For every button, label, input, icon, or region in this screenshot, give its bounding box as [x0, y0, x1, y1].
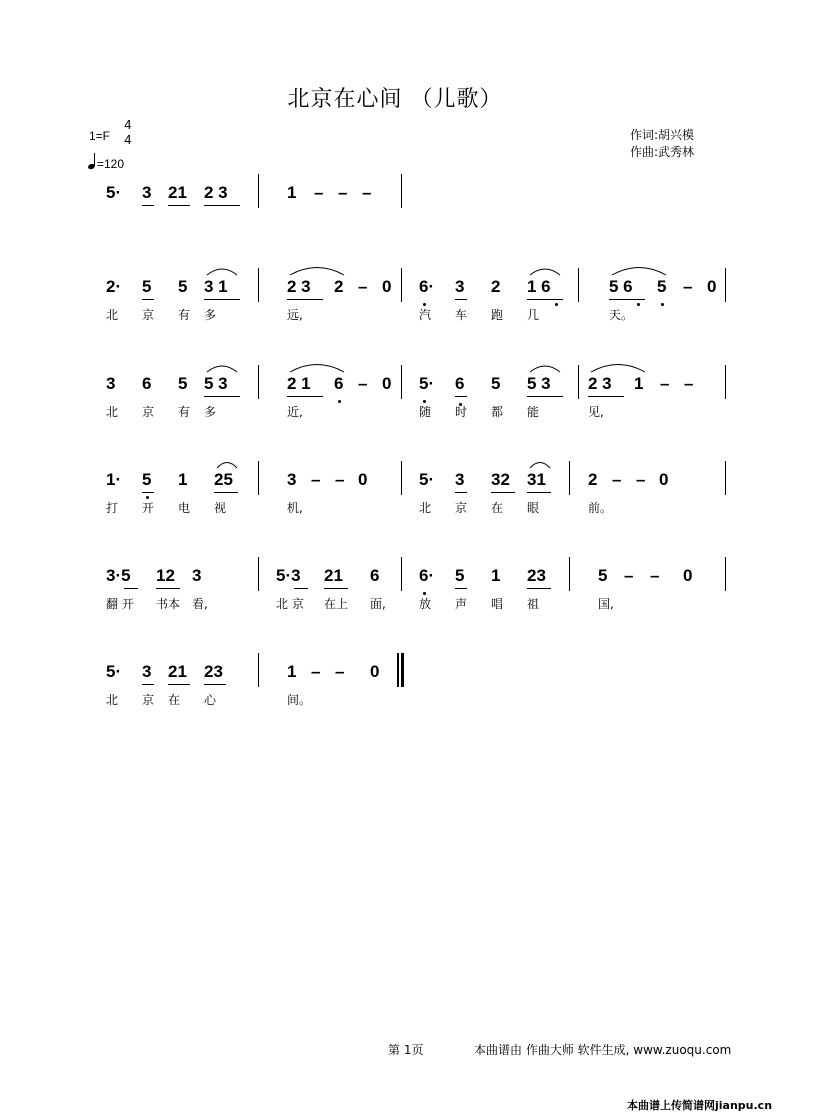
- note: –: [311, 470, 321, 489]
- note: 12: [156, 566, 175, 585]
- underline: [204, 299, 240, 300]
- bar-line: [725, 365, 726, 399]
- note: 1: [634, 374, 644, 393]
- note: 1 6: [527, 277, 551, 296]
- underline: [142, 492, 154, 493]
- note: 5: [178, 374, 188, 393]
- note: 6·: [419, 566, 435, 585]
- note: –: [338, 183, 348, 202]
- time-signature: [122, 118, 134, 148]
- slur: [206, 363, 238, 373]
- underline: [142, 299, 154, 300]
- lyric: 时: [455, 405, 468, 419]
- lyric: 都: [491, 405, 504, 419]
- underline: [588, 396, 624, 397]
- underline: [156, 588, 180, 589]
- underline: [287, 396, 323, 397]
- note: 3: [192, 566, 202, 585]
- lyric: 多: [204, 405, 217, 419]
- low-octave-dot: [423, 303, 426, 306]
- slur: [289, 361, 345, 373]
- note: 5: [455, 566, 465, 585]
- lyric: 翻 开: [106, 597, 134, 611]
- song-title: 北京在心间 （儿歌）: [287, 87, 503, 112]
- underline: [527, 396, 563, 397]
- note: 21: [168, 662, 187, 681]
- staff-system-1: [0, 184, 819, 244]
- note: 5 3: [204, 374, 228, 393]
- lyric: 北: [106, 308, 119, 322]
- bar-line: [725, 557, 726, 591]
- note: 6: [142, 374, 152, 393]
- note: 5: [178, 277, 188, 296]
- note: –: [335, 662, 345, 681]
- note: 23: [204, 662, 223, 681]
- underline: [455, 299, 467, 300]
- lyric: 眼: [527, 501, 540, 515]
- note: 3: [287, 470, 297, 489]
- bar-line: [258, 653, 259, 687]
- lyric: 跑: [491, 308, 504, 322]
- lyric: 见,: [588, 405, 604, 419]
- note: –: [636, 470, 646, 489]
- note: 1: [287, 183, 297, 202]
- tempo-value: =120: [97, 157, 125, 171]
- note: 0: [358, 470, 368, 489]
- underline: [527, 299, 563, 300]
- staff-system-6: [0, 663, 819, 723]
- low-octave-dot: [555, 303, 558, 306]
- slur: [529, 266, 561, 276]
- underline: [455, 588, 467, 589]
- lyric: 在: [168, 693, 181, 707]
- note: 5: [491, 374, 501, 393]
- slur: [289, 264, 345, 276]
- note: 0: [370, 662, 380, 681]
- note: 5·: [106, 183, 122, 202]
- bar-line: [725, 461, 726, 495]
- lyric: 间。: [287, 693, 312, 707]
- bar-line: [401, 461, 402, 495]
- slur: [206, 266, 238, 276]
- staff-system-2: [0, 278, 819, 338]
- underline: [142, 205, 154, 206]
- underline: [142, 684, 154, 685]
- note: 2: [588, 470, 598, 489]
- lyric: 多: [204, 308, 217, 322]
- lyric: 电: [178, 501, 191, 515]
- underline: [527, 588, 551, 589]
- underline: [214, 492, 238, 493]
- time-signature-bottom: 4: [124, 133, 132, 147]
- bar-line: [569, 461, 570, 495]
- lyric: 京: [142, 308, 155, 322]
- underline: [527, 492, 551, 493]
- lyric: 在上: [324, 597, 349, 611]
- lyric: 开: [142, 501, 155, 515]
- note: 1: [178, 470, 188, 489]
- note: 1: [491, 566, 501, 585]
- bar-line: [258, 461, 259, 495]
- lyric: 祖: [527, 597, 540, 611]
- lyric: 心: [204, 693, 217, 707]
- watermark: 本曲谱上传简谱网jianpu.cn: [627, 1099, 773, 1112]
- note: 3: [455, 470, 465, 489]
- underline: [609, 299, 645, 300]
- slur: [529, 460, 551, 469]
- note: –: [314, 183, 324, 202]
- lyricist: 作词:胡兴模: [630, 128, 695, 142]
- note: 32: [491, 470, 510, 489]
- final-bar-line: [397, 653, 399, 687]
- note: 2·: [106, 277, 122, 296]
- lyric: 京: [142, 405, 155, 419]
- lyric: 唱: [491, 597, 504, 611]
- note: 5·: [106, 662, 122, 681]
- lyric: 北: [419, 501, 432, 515]
- note: 3 1: [204, 277, 228, 296]
- note: –: [358, 374, 368, 393]
- bar-line: [401, 174, 402, 208]
- note: –: [612, 470, 622, 489]
- underline: [294, 588, 308, 589]
- note: –: [660, 374, 670, 393]
- note: 0: [707, 277, 717, 296]
- slur: [216, 460, 238, 469]
- credits: [630, 127, 694, 161]
- note: 5 3: [527, 374, 551, 393]
- note-stem-icon: [94, 153, 95, 166]
- note: 2: [334, 277, 344, 296]
- lyric: 在: [491, 501, 504, 515]
- note: 2: [491, 277, 501, 296]
- lyric: 视: [214, 501, 227, 515]
- note: 3: [455, 277, 465, 296]
- lyric: 机,: [287, 501, 303, 515]
- note: 6: [455, 374, 465, 393]
- note: –: [650, 566, 660, 585]
- note: –: [684, 374, 694, 393]
- note: 3·5: [106, 566, 131, 585]
- note: 25: [214, 470, 233, 489]
- lyric: 有: [178, 308, 191, 322]
- underline: [455, 492, 467, 493]
- low-octave-dot: [338, 400, 341, 403]
- note: –: [311, 662, 321, 681]
- note: –: [362, 183, 372, 202]
- time-signature-top: 4: [124, 118, 132, 132]
- bar-line: [578, 268, 579, 302]
- note: 2 1: [287, 374, 311, 393]
- lyric: 天。: [609, 308, 634, 322]
- key-signature: 1=F: [89, 129, 111, 143]
- lyric: 北 京: [276, 597, 304, 611]
- staff-system-3: [0, 375, 819, 435]
- note: 2 3: [588, 374, 612, 393]
- bar-line: [258, 268, 259, 302]
- note: 5: [142, 277, 152, 296]
- tempo-marking: [88, 155, 124, 171]
- lyric: 打: [106, 501, 119, 515]
- underline: [204, 684, 226, 685]
- staff-system-4: [0, 471, 819, 531]
- low-octave-dot: [146, 496, 149, 499]
- lyric: 面,: [370, 597, 386, 611]
- low-octave-dot: [661, 303, 664, 306]
- lyric: 远,: [287, 308, 303, 322]
- note: 6: [334, 374, 344, 393]
- note: 5·: [419, 374, 435, 393]
- bar-line: [401, 365, 402, 399]
- slur: [529, 363, 561, 373]
- note: 6: [370, 566, 380, 585]
- note: 6·: [419, 277, 435, 296]
- note: 0: [382, 374, 392, 393]
- bar-line: [258, 557, 259, 591]
- note: 3: [106, 374, 116, 393]
- note: 23: [527, 566, 546, 585]
- note: 5 6: [609, 277, 633, 296]
- note: –: [683, 277, 693, 296]
- lyric: 国,: [598, 597, 614, 611]
- low-octave-dot: [423, 400, 426, 403]
- underline: [204, 205, 240, 206]
- page-number: 第 1页: [388, 1043, 424, 1057]
- note: 3: [142, 662, 152, 681]
- note: 2 3: [287, 277, 311, 296]
- low-octave-dot: [637, 303, 640, 306]
- composer: 作曲:武秀林: [630, 145, 695, 159]
- note: 31: [527, 470, 546, 489]
- note: 0: [382, 277, 392, 296]
- lyric: 看,: [192, 597, 208, 611]
- note: 5·: [419, 470, 435, 489]
- bar-line: [578, 365, 579, 399]
- bar-line: [258, 365, 259, 399]
- bar-line: [401, 557, 402, 591]
- bar-line: [258, 174, 259, 208]
- note: 5: [142, 470, 152, 489]
- lyric: 近,: [287, 405, 303, 419]
- lyric: 京: [142, 693, 155, 707]
- underline: [168, 205, 190, 206]
- underline: [124, 588, 138, 589]
- note: 21: [324, 566, 343, 585]
- underline: [491, 492, 515, 493]
- underline: [204, 396, 240, 397]
- slur: [590, 361, 646, 373]
- lyric: 北: [106, 405, 119, 419]
- low-octave-dot: [423, 592, 426, 595]
- note: 2 3: [204, 183, 228, 202]
- note: 5: [657, 277, 667, 296]
- lyric: 车: [455, 308, 468, 322]
- lyric: 几: [527, 308, 540, 322]
- note: 5·3: [276, 566, 301, 585]
- lyric: 书本: [156, 597, 181, 611]
- underline: [168, 684, 190, 685]
- note: –: [335, 470, 345, 489]
- final-bar-line: [401, 653, 404, 687]
- lyric: 北: [106, 693, 119, 707]
- staff-system-5: [0, 567, 819, 627]
- lyric: 前。: [588, 501, 613, 515]
- lyric: 放: [419, 597, 432, 611]
- bar-line: [401, 268, 402, 302]
- bar-line: [725, 268, 726, 302]
- note: –: [358, 277, 368, 296]
- lyric: 汽: [419, 308, 432, 322]
- note: 0: [659, 470, 669, 489]
- lyric: 声: [455, 597, 468, 611]
- note: 21: [168, 183, 187, 202]
- lyric: 有: [178, 405, 191, 419]
- note: 3: [142, 183, 152, 202]
- note: –: [624, 566, 634, 585]
- note: 1·: [106, 470, 122, 489]
- lyric: 能: [527, 405, 540, 419]
- generator-note: 本曲谱由 作曲大师 软件生成, www.zuoqu.com: [474, 1043, 732, 1057]
- underline: [455, 396, 467, 397]
- note: 0: [683, 566, 693, 585]
- lyric: 随: [419, 405, 432, 419]
- bar-line: [569, 557, 570, 591]
- underline: [324, 588, 348, 589]
- note: 5: [598, 566, 608, 585]
- slur: [611, 264, 667, 276]
- underline: [287, 299, 323, 300]
- note: 1: [287, 662, 297, 681]
- lyric: 京: [455, 501, 468, 515]
